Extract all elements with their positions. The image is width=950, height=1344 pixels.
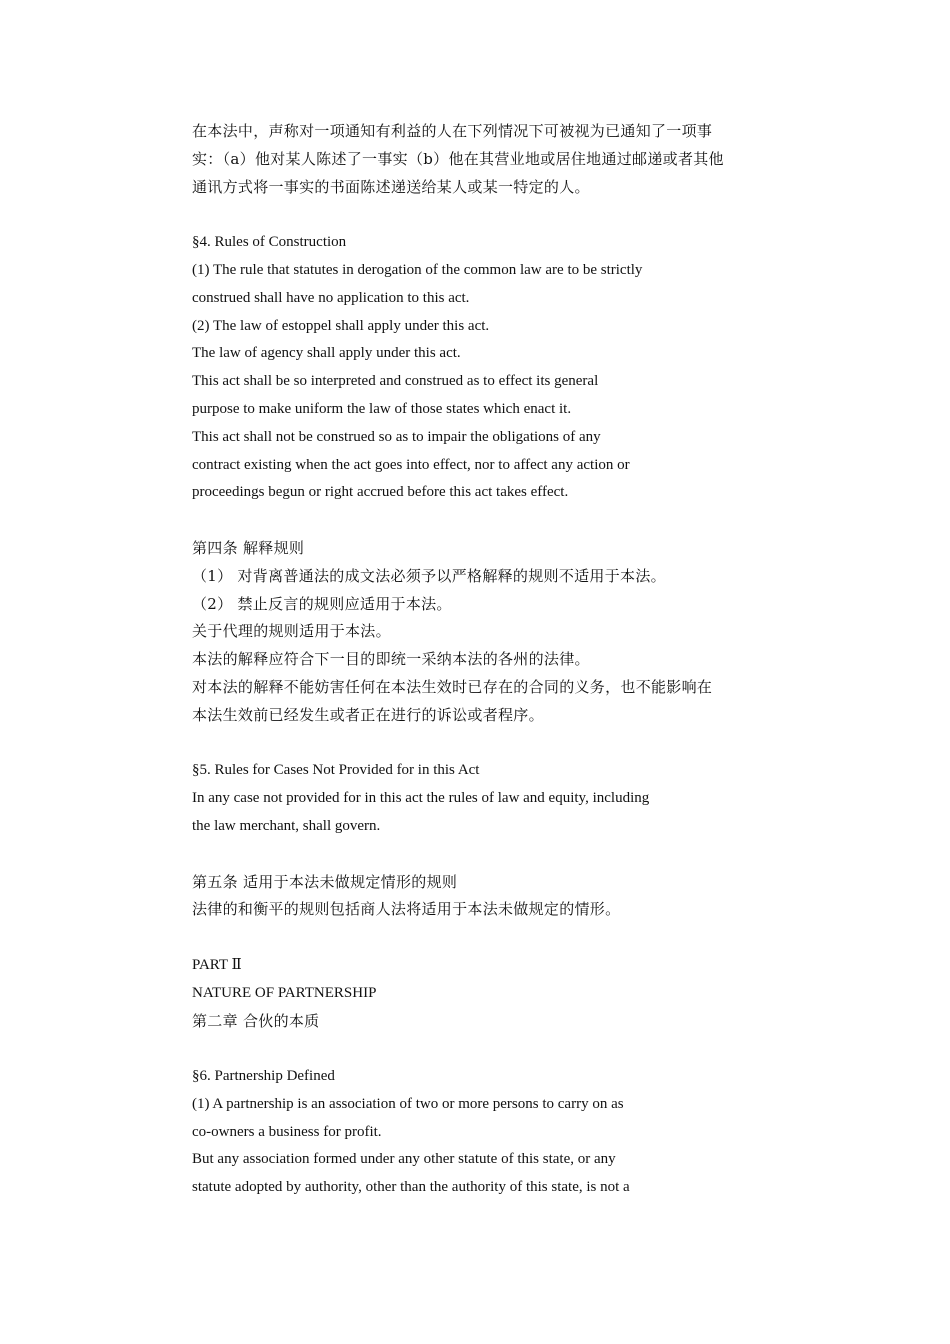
text-line: But any association formed under any other statute of this state, or any: [192, 1151, 616, 1168]
text-line: purpose to make uniform the law of those states which enact it.: [192, 400, 572, 417]
text-line: 实：（a）他对某人陈述了一事实（b）他在其营业地或居住地通过邮递或者其他: [192, 149, 724, 168]
text-line: proceedings begun or right accrued before this act takes effect.: [192, 484, 569, 501]
paragraph-gap: [192, 841, 772, 869]
text-line: 本法的解释应符合下一目的即统一采纳本法的各州的法律。: [192, 650, 590, 669]
text-line: 本法生效前已经发生或者正在进行的诉讼或者程序。: [192, 705, 544, 724]
section-heading: §6. Partnership Defined: [192, 1068, 335, 1085]
section-5-chinese: [192, 869, 772, 925]
paragraph-gap: [192, 201, 772, 229]
section-6-english: [192, 1063, 772, 1202]
text-line: This act shall be so interpreted and construed as to effect its general: [192, 373, 599, 390]
section-4-english: [192, 229, 772, 507]
text-line: （2） 禁止反言的规则应适用于本法。: [192, 594, 452, 613]
text-line: statute adopted by authority, other than the authority of this state, is not a: [192, 1179, 630, 1196]
paragraph-gap: [192, 730, 772, 758]
part-2-heading: [192, 952, 772, 1035]
text-line: In any case not provided for in this act the rules of law and equity, including: [192, 790, 650, 807]
section-4-chinese: [192, 535, 772, 730]
part-title-zh: 第二章 合伙的本质: [192, 1011, 320, 1030]
text-line: The law of agency shall apply under this act.: [192, 345, 461, 362]
text-line: （1） 对背离普通法的成文法必须予以严格解释的规则不适用于本法。: [192, 566, 666, 585]
section-heading: 第五条 适用于本法未做规定情形的规则: [192, 872, 458, 891]
text-line: co-owners a business for profit.: [192, 1123, 382, 1140]
text-line: 关于代理的规则适用于本法。: [192, 622, 391, 641]
text-line: (1) A partnership is an association of two or more persons to carry on as: [192, 1095, 624, 1112]
paragraph-gap: [192, 1035, 772, 1063]
text-line: 通讯方式将一事实的书面陈述递送给某人或某一特定的人。: [192, 177, 590, 196]
text-line: 法律的和衡平的规则包括商人法将适用于本法未做规定的情形。: [192, 900, 621, 919]
part-number: PART Ⅱ: [192, 956, 242, 973]
section-heading: 第四条 解释规则: [192, 538, 305, 557]
text-line: 对本法的解释不能妨害任何在本法生效时已存在的合同的义务，也不能影响在: [192, 677, 713, 696]
paragraph-notice-definition-zh: [192, 118, 772, 201]
text-line: 在本法中，声称对一项通知有利益的人在下列情况下可被视为已通知了一项事: [192, 122, 713, 140]
paragraph-gap: [192, 507, 772, 535]
text-line: the law merchant, shall govern.: [192, 817, 381, 834]
text-line: (1) The rule that statutes in derogation of the common law are to be strictly: [192, 261, 643, 278]
section-5-english: [192, 757, 772, 840]
document-body: [192, 118, 772, 1202]
text-line: (2) The law of estoppel shall apply under this act.: [192, 317, 490, 334]
section-heading: §5. Rules for Cases Not Provided for in this Act: [192, 762, 480, 779]
paragraph-gap: [192, 924, 772, 952]
part-title-en: NATURE OF PARTNERSHIP: [192, 984, 377, 1001]
text-line: contract existing when the act goes into effect, nor to affect any action or: [192, 456, 630, 473]
text-line: construed shall have no application to this act.: [192, 289, 470, 306]
section-heading: §4. Rules of Construction: [192, 234, 347, 251]
text-line: This act shall not be construed so as to impair the obligations of any: [192, 428, 601, 445]
